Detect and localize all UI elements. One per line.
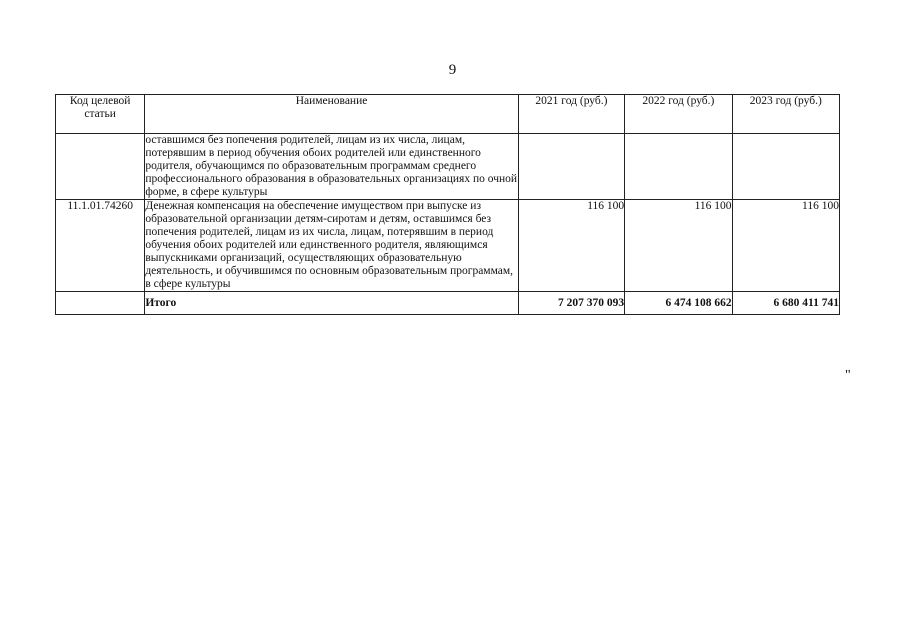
row-name: оставшимся без попечения родителей, лицам из их числа, лицам, потерявшим в период обучения обоих родителей или единственного родителя, обучающимся по образовательным программам среднего профессионального образования в образовательных организациях по очной форме, в сфере культуры (145, 134, 518, 198)
total-2023: 6 680 411 741 (732, 292, 839, 315)
row-value-2023: 116 100 (732, 200, 839, 292)
table-row (56, 134, 840, 200)
row-code (56, 134, 145, 200)
total-2022: 6 474 108 662 (625, 292, 732, 315)
row-code: 11.1.01.74260 (56, 200, 145, 292)
budget-table (55, 94, 840, 315)
header-2021: 2021 год (руб.) (518, 95, 624, 134)
header-2022: 2022 год (руб.) (625, 95, 732, 134)
row-value-2022: 116 100 (625, 200, 732, 292)
total-row (56, 292, 840, 315)
closing-quote: " (845, 368, 851, 383)
row-name: Денежная компенсация на обеспечение имуществом при выпуске из образовательной организации детям-сиротам и детям, оставшимся без попечения родителей, лицам из их числа, лицам, потерявшим в период обучения обоих родителей или единственного родителя, являющимся выпускниками организаций, осуществляющих образовательную деятельность, и обучившимся по основным образовательным программам, в сфере культуры (145, 200, 518, 292)
row-value-2023 (732, 134, 839, 200)
header-2023: 2023 год (руб.) (732, 95, 839, 134)
row-value-2021: 116 100 (518, 200, 624, 292)
header-name: Наименование (145, 95, 518, 134)
table-header-row (56, 95, 840, 134)
row-value-2022 (625, 134, 732, 200)
total-label: Итого (145, 292, 518, 315)
total-code-empty (56, 292, 145, 315)
table-row (56, 200, 840, 292)
header-code: Код целевой статьи (56, 95, 145, 134)
page-number: 9 (448, 62, 457, 78)
row-value-2021 (518, 134, 624, 200)
total-2021: 7 207 370 093 (518, 292, 624, 315)
